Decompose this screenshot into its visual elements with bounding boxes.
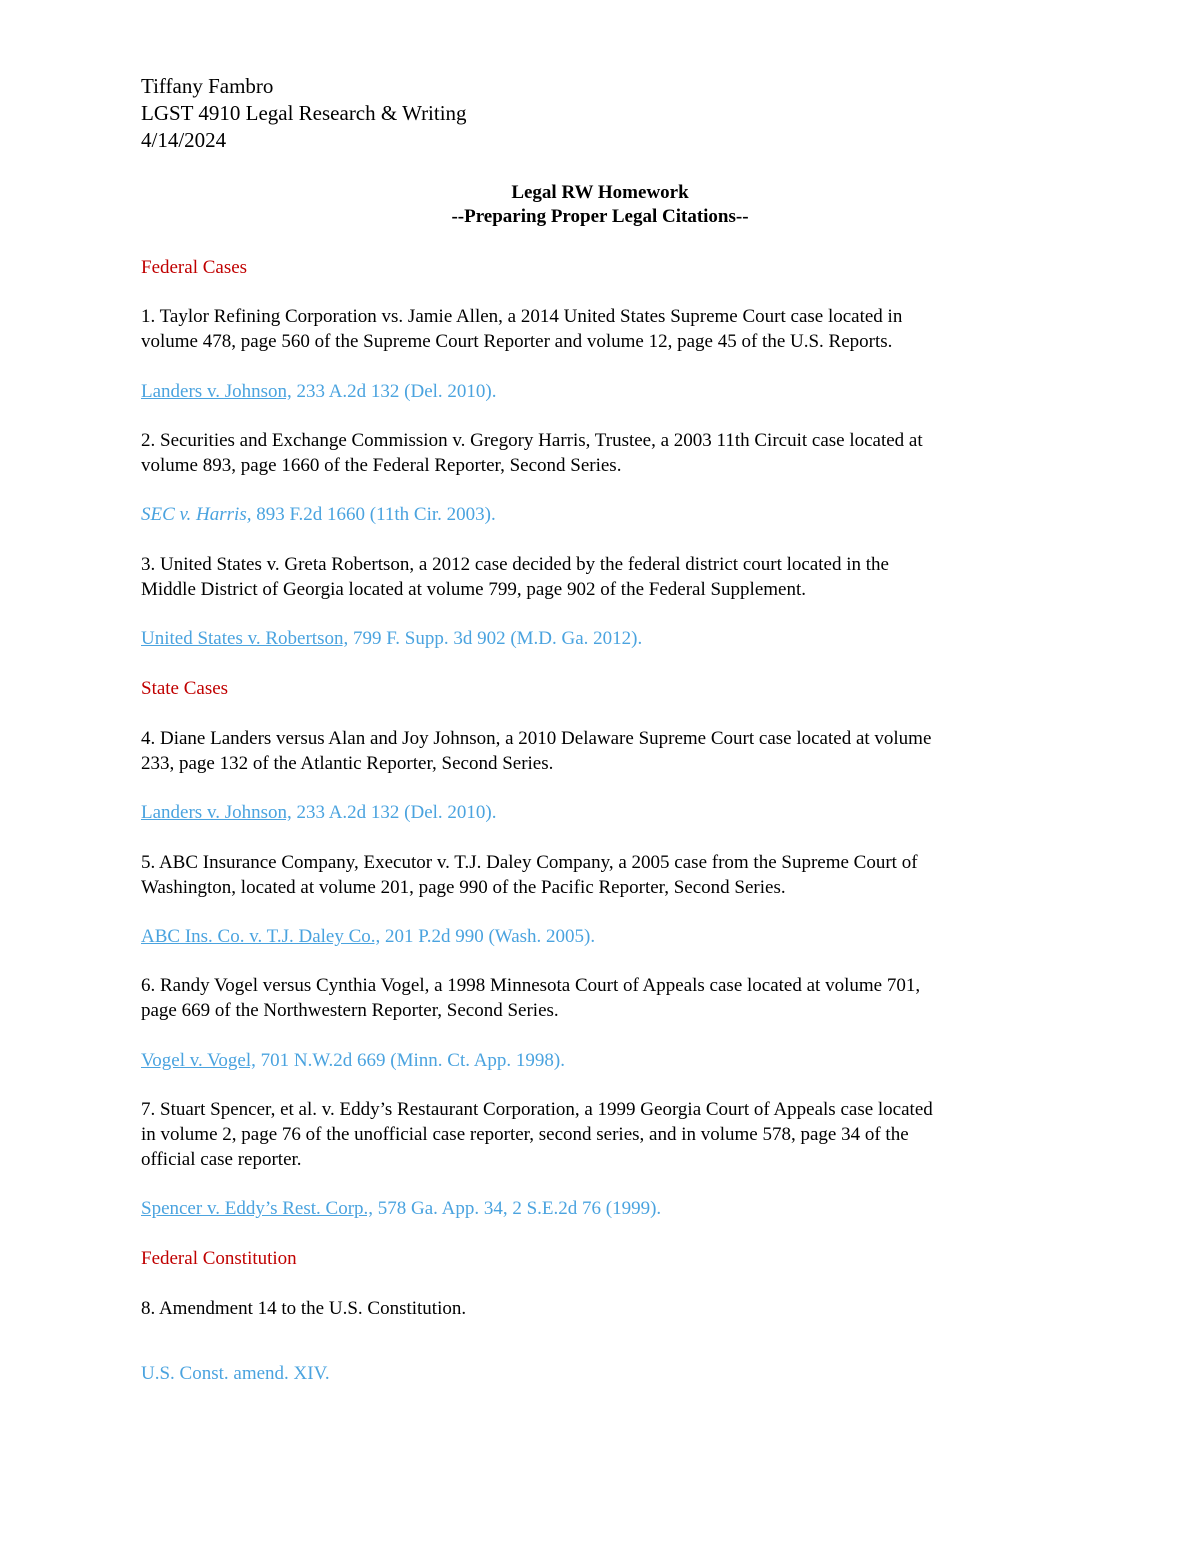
item-7-reporter: 578 Ga. App. 34, 2 S.E.2d 76 (1999). (373, 1198, 662, 1219)
item-1-reporter: 233 A.2d 132 (Del. 2010). (291, 381, 497, 402)
section-heading-federal-cases: Federal Cases (141, 257, 248, 278)
item-4-case-name: Landers v. Johnson, (141, 802, 292, 823)
item-4-citation (141, 800, 497, 825)
item-4-reporter: 233 A.2d 132 (Del. 2010). (291, 802, 497, 823)
item-5-case-name: ABC Ins. Co. v. T.J. Daley Co., (141, 926, 381, 947)
item-8-reporter: U.S. Const. amend. XIV. (141, 1363, 330, 1384)
item-3-reporter: 799 F. Supp. 3d 902 (M.D. Ga. 2012). (348, 628, 643, 649)
item-8-citation (141, 1361, 330, 1386)
item-7-case-name: Spencer v. Eddy’s Rest. Corp., (141, 1198, 374, 1219)
item-2-prompt-line-2: volume 893, page 1660 of the Federal Reporter, Second Series. (141, 455, 622, 476)
document-title: Legal RW Homework (511, 182, 689, 203)
item-6-case-name: Vogel v. Vogel, (141, 1050, 256, 1071)
item-5-prompt-line-1: 5. ABC Insurance Company, Executor v. T.J. Daley Company, a 2005 case from the Supreme Court of (141, 852, 918, 873)
item-5-prompt-line-2: Washington, located at volume 201, page 990 of the Pacific Reporter, Second Series. (141, 877, 786, 898)
item-6-prompt-line-2: page 669 of the Northwestern Reporter, Second Series. (141, 1000, 559, 1021)
document-date: 4/14/2024 (141, 128, 227, 152)
item-7-prompt-line-3: official case reporter. (141, 1149, 302, 1170)
item-3-prompt-line-2: Middle District of Georgia located at volume 799, page 902 of the Federal Supplement. (141, 579, 807, 600)
item-7-prompt-line-1: 7. Stuart Spencer, et al. v. Eddy’s Restaurant Corporation, a 1999 Georgia Court of Appeals case located (141, 1099, 933, 1120)
item-6-prompt-line-1: 6. Randy Vogel versus Cynthia Vogel, a 1998 Minnesota Court of Appeals case located at volume 701, (141, 975, 921, 996)
item-1-prompt-line-1: 1. Taylor Refining Corporation vs. Jamie Allen, a 2014 United States Supreme Court case located in (141, 306, 903, 327)
item-1-prompt-line-2: volume 478, page 560 of the Supreme Court Reporter and volume 12, page 45 of the U.S. Reports. (141, 331, 893, 352)
item-2-reporter: 893 F.2d 1660 (11th Cir. 2003). (251, 504, 496, 525)
item-7-citation (141, 1196, 661, 1221)
author-name: Tiffany Fambro (141, 74, 274, 98)
item-5-citation (141, 924, 595, 949)
item-6-citation (141, 1048, 565, 1073)
item-4-prompt-line-2: 233, page 132 of the Atlantic Reporter, Second Series. (141, 753, 554, 774)
item-3-prompt-line-1: 3. United States v. Greta Robertson, a 2012 case decided by the federal district court located in the (141, 554, 889, 575)
item-2-case-name: SEC v. Harris, (141, 504, 252, 525)
document-subtitle: --Preparing Proper Legal Citations-- (451, 206, 749, 227)
item-2-citation (141, 502, 496, 527)
item-6-reporter: 701 N.W.2d 669 (Minn. Ct. App. 1998). (255, 1050, 566, 1071)
section-heading-state-cases: State Cases (141, 678, 229, 699)
item-3-citation (141, 626, 642, 651)
course-title: LGST 4910 Legal Research & Writing (141, 101, 467, 125)
item-7-prompt-line-2: in volume 2, page 76 of the unofficial case reporter, second series, and in volume 578, page 34 of the (141, 1124, 909, 1145)
item-2-prompt-line-1: 2. Securities and Exchange Commission v. Gregory Harris, Trustee, a 2003 11th Circuit case located at (141, 430, 923, 451)
item-8-prompt-line-1: 8. Amendment 14 to the U.S. Constitution. (141, 1298, 467, 1319)
item-1-citation (141, 379, 497, 404)
section-heading-federal-constitution: Federal Constitution (141, 1248, 297, 1269)
item-1-case-name: Landers v. Johnson, (141, 381, 292, 402)
item-3-case-name: United States v. Robertson, (141, 628, 349, 649)
item-4-prompt-line-1: 4. Diane Landers versus Alan and Joy Johnson, a 2010 Delaware Supreme Court case located at volume (141, 728, 932, 749)
item-5-reporter: 201 P.2d 990 (Wash. 2005). (380, 926, 596, 947)
